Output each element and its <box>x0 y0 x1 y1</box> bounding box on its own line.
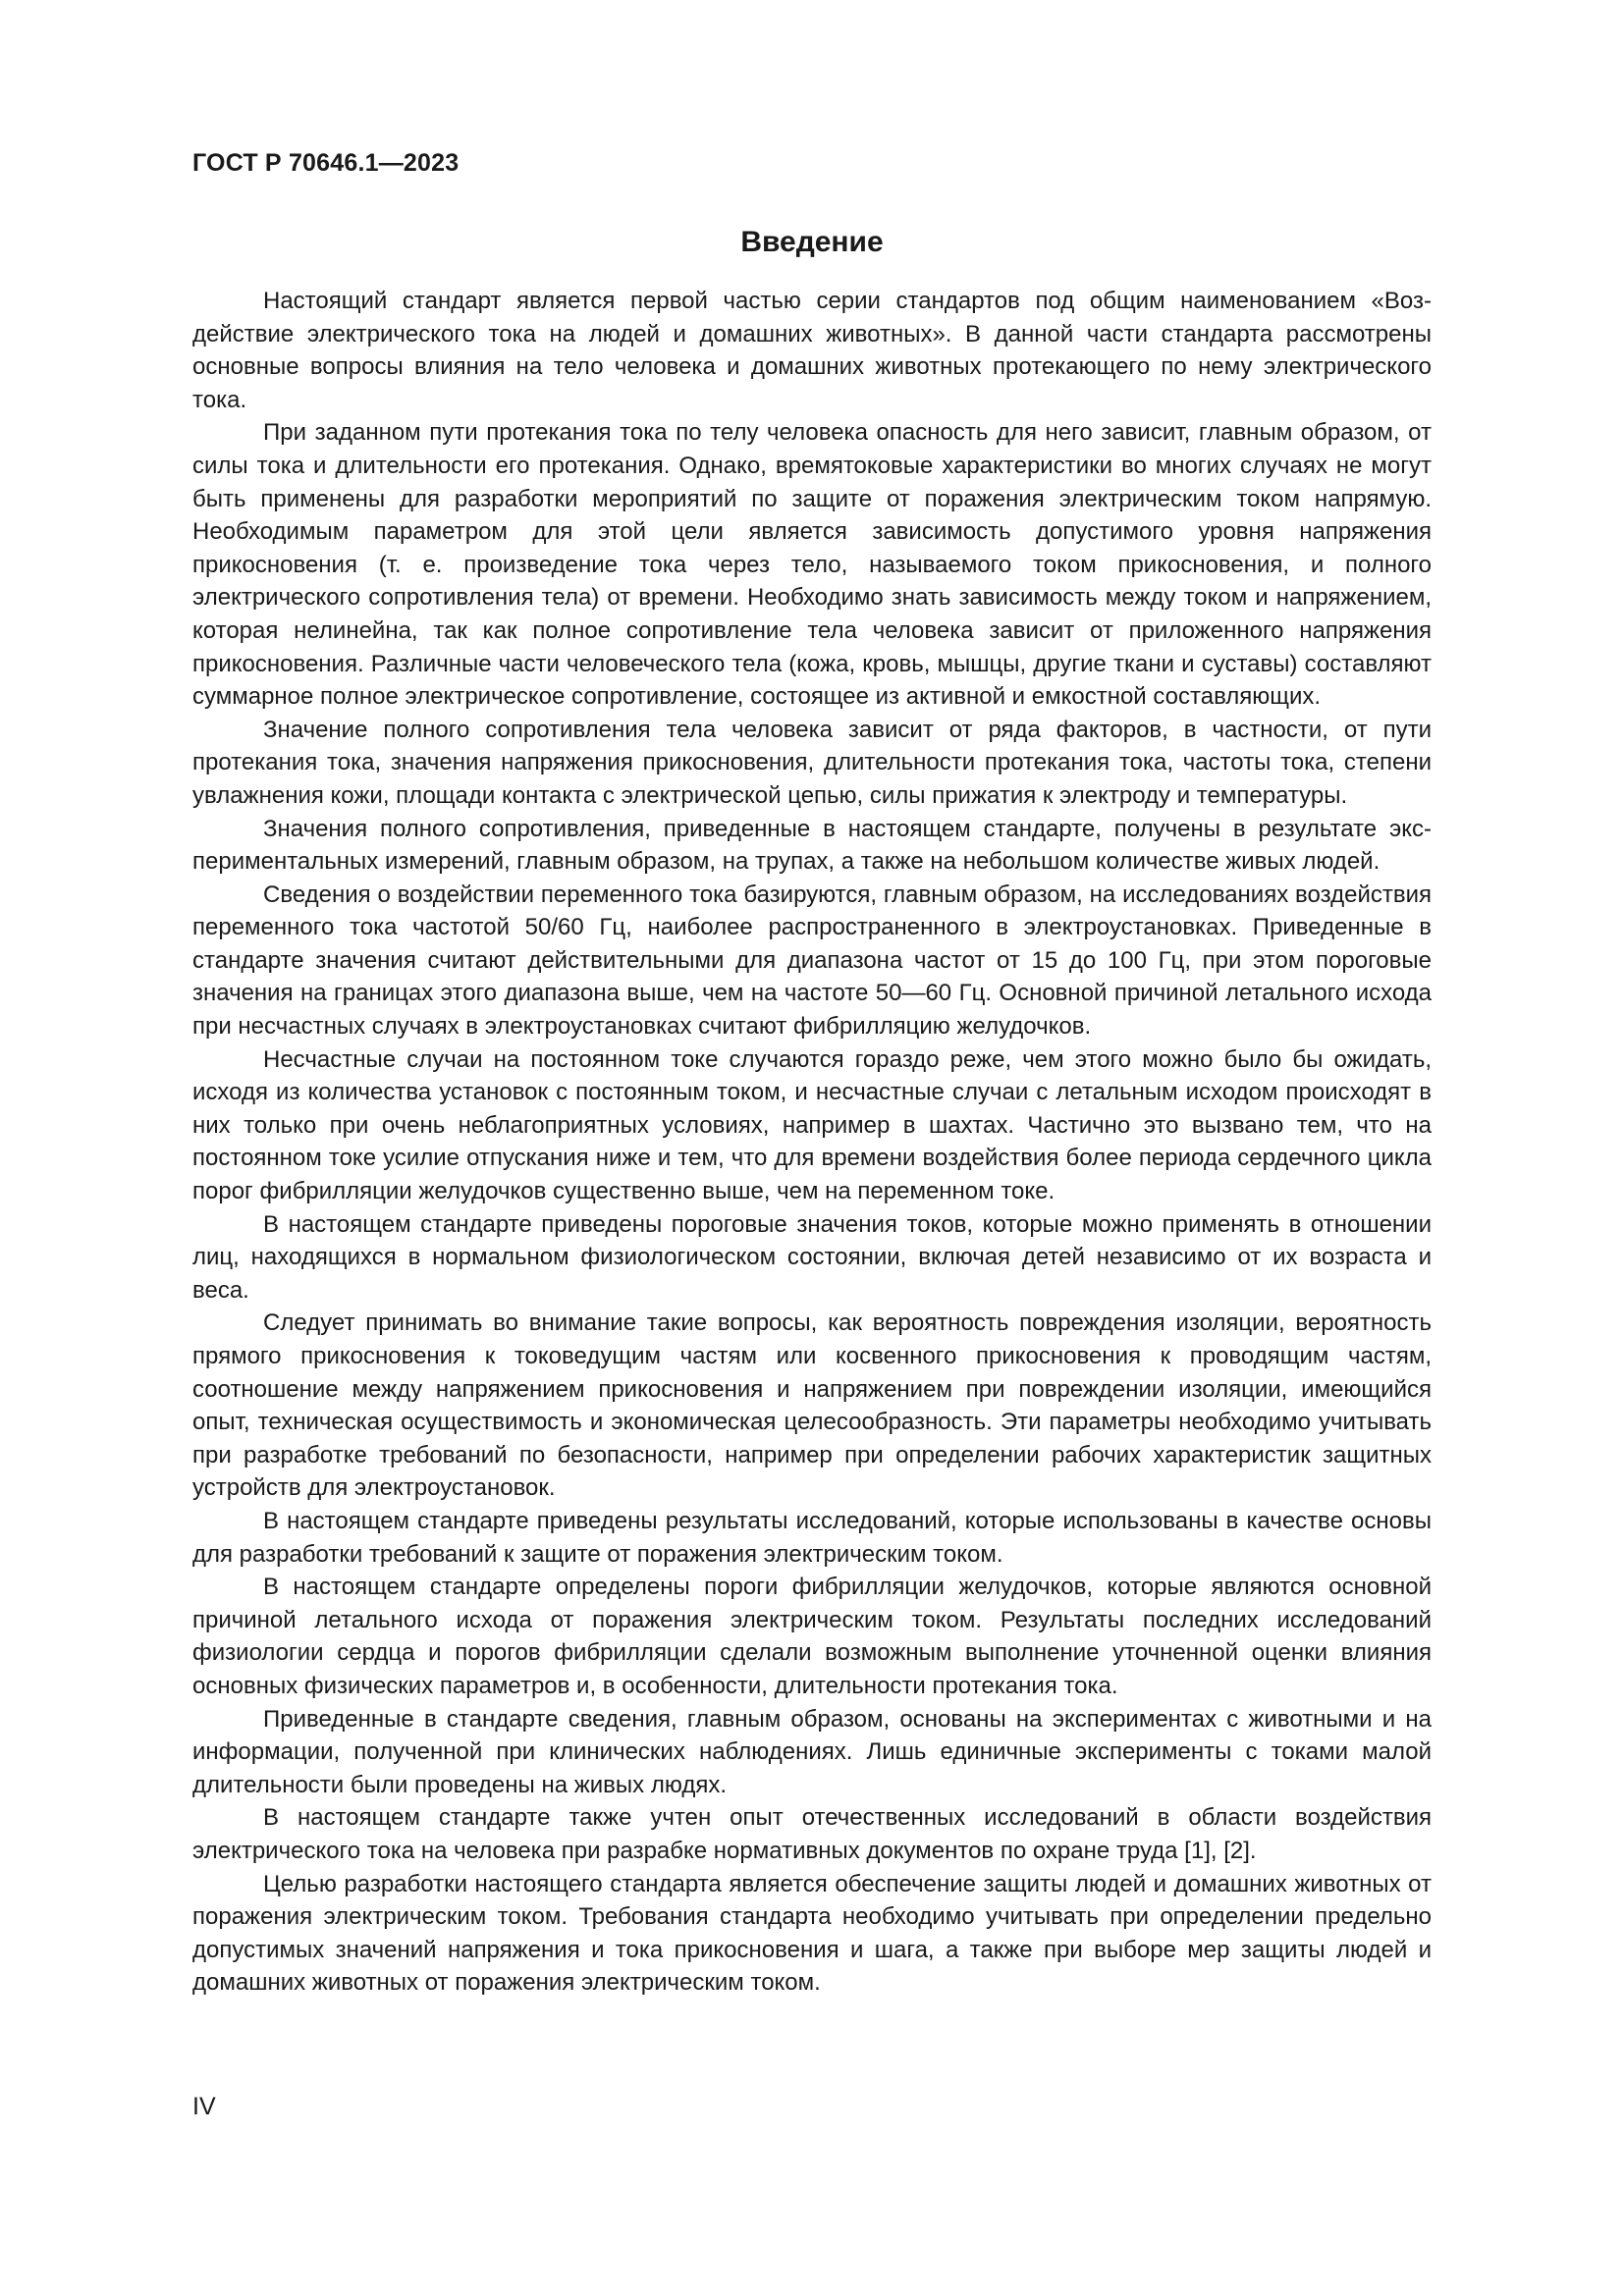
paragraph-11: Приведенные в стандарте сведения, главным образом, основаны на экспериментах с животными и на информации, полученной при клинических наблюдениях. Лишь единичные эксперименты с токами малой длительности были проведены на живых людях. <box>192 1705 1432 1798</box>
paragraph-2: При заданном пути протекания тока по телу человека опасность для него зависит, главным образом, от силы тока и длительности его протекания. Однако, времятоковые характеристики во многих случаях не могут быть применены для разработки мероприятий по защите от поражения электрическим током напрямую. Необходимым параметром для этой цели является зависимость допустимого уровня напряжения прикосновения (т. е. произведение тока через тело, называемого током прикосновения, и полного электрического сопротивления тела) от времени. Необходимо знать зависимость между током и напряжением, которая нелинейна, так как полное сопротивление тела человека зависит от приложенного напряжения прикосновения. Различные части человеческого тела (кожа, кровь, мышцы, другие ткани и суставы) составляют суммарное полное электрическое сопротивление, состоящее из активной и емкостной составляющих. <box>192 419 1432 711</box>
paragraph-9: В настоящем стандарте приведены результаты исследований, которые использованы в качестве основы для разработки требований к защите от поражения электрическим током. <box>192 1507 1432 1568</box>
paragraph-13: Целью разработки настоящего стандарта является обеспечение защиты людей и домашних животных от поражения электрическим током. Требования стандарта необходимо учитывать при определении предельно допустимых значений напряжения и тока прикосновения и шага, а также при выборе мер защиты людей и домашних животных от поражения электрическим током. <box>192 1870 1432 1997</box>
paragraph-7: В настоящем стандарте приведены пороговые значения токов, которые можно применять в отношении лиц, находящихся в нормальном физиологическом состоянии, включая детей независимо от их возраста и веса. <box>192 1210 1432 1304</box>
paragraph-8: Следует принимать во внимание такие вопросы, как вероятность повреждения изоляции, вероятность прямого прикосновения к токоведущим частям или косвенного прикосновения к проводящим частям, соотношение между напряжением прикосновения и напряжением при повреждении изоляции, имеющийся опыт, техническая осуществимость и экономическая целесообразность. Эти параметры необходимо учитывать при разработке требований по безопасности, например при определении рабочих характеристик защитных устройств для электроустановок. <box>192 1309 1432 1502</box>
paragraph-5: Сведения о воздействии переменного тока базируются, главным образом, на исследованиях воздействия переменного тока частотой 50/60 Гц, наиболее распространенного в электроустановках. Приведенные в стандарте значения считают действительными для диапазона частот от 15 до 100 Гц, при этом пороговые значения на границах этого диапазона выше, чем на частоте 50—60 Гц. Основной причиной летального исхода при несчастных случаях в электроустановках считают фибрилляцию желудочков. <box>192 881 1432 1041</box>
document-code: ГОСТ Р 70646.1—2023 <box>192 149 460 177</box>
paragraph-1: Настоящий стандарт является первой частью серии стандартов под общим наименованием «Воздействие электрического тока на людей и домашних животных». В данной части стандарта рассмотрены основные вопросы влияния на тело человека и домашних животных протекающего по нему электрического тока. <box>192 288 1432 413</box>
paragraph-6: Несчастные случаи на постоянном токе случаются гораздо реже, чем этого можно было бы ожидать, исходя из количества установок с постоянным током, и несчастные случаи с летальным исходом происходят в них только при очень неблагоприятных условиях, например в шахтах. Частично это вызвано тем, что на постоянном токе усилие отпускания ниже и тем, что для времени воздействия более периода сердечного цикла порог фибрилляции желудочков существенно выше, чем на переменном токе. <box>192 1045 1432 1205</box>
paragraph-4: Значения полного сопротивления, приведенные в настоящем стандарте, получены в результате экспериментальных измерений, главным образом, на трупах, а также на небольшом количестве живых людей. <box>192 815 1432 876</box>
section-title: Введение <box>740 226 884 258</box>
page-number: IV <box>192 2093 216 2120</box>
paragraph-10: В настоящем стандарте определены пороги фибрилляции желудочков, которые являются основной причиной летального исхода от поражения электрическим током. Результаты последних исследований физиологии сердца и порогов фибрилляции сделали возможным выполнение уточненной оценки влияния основных физических параметров и, в особенности, длительности протекания тока. <box>192 1574 1432 1699</box>
paragraph-3: Значение полного сопротивления тела человека зависит от ряда факторов, в частности, от пути протекания тока, значения напряжения прикосновения, длительности протекания тока, частоты тока, степени увлажнения кожи, площади контакта с электрической цепью, силы прижатия к электроду и температуры. <box>192 716 1432 809</box>
section-body <box>192 285 1432 2000</box>
paragraph-12: В настоящем стандарте также учтен опыт отечественных исследований в области воздействия электрического тока на человека при разрабке нормативных документов по охране труда [1], [2]. <box>192 1804 1432 1864</box>
